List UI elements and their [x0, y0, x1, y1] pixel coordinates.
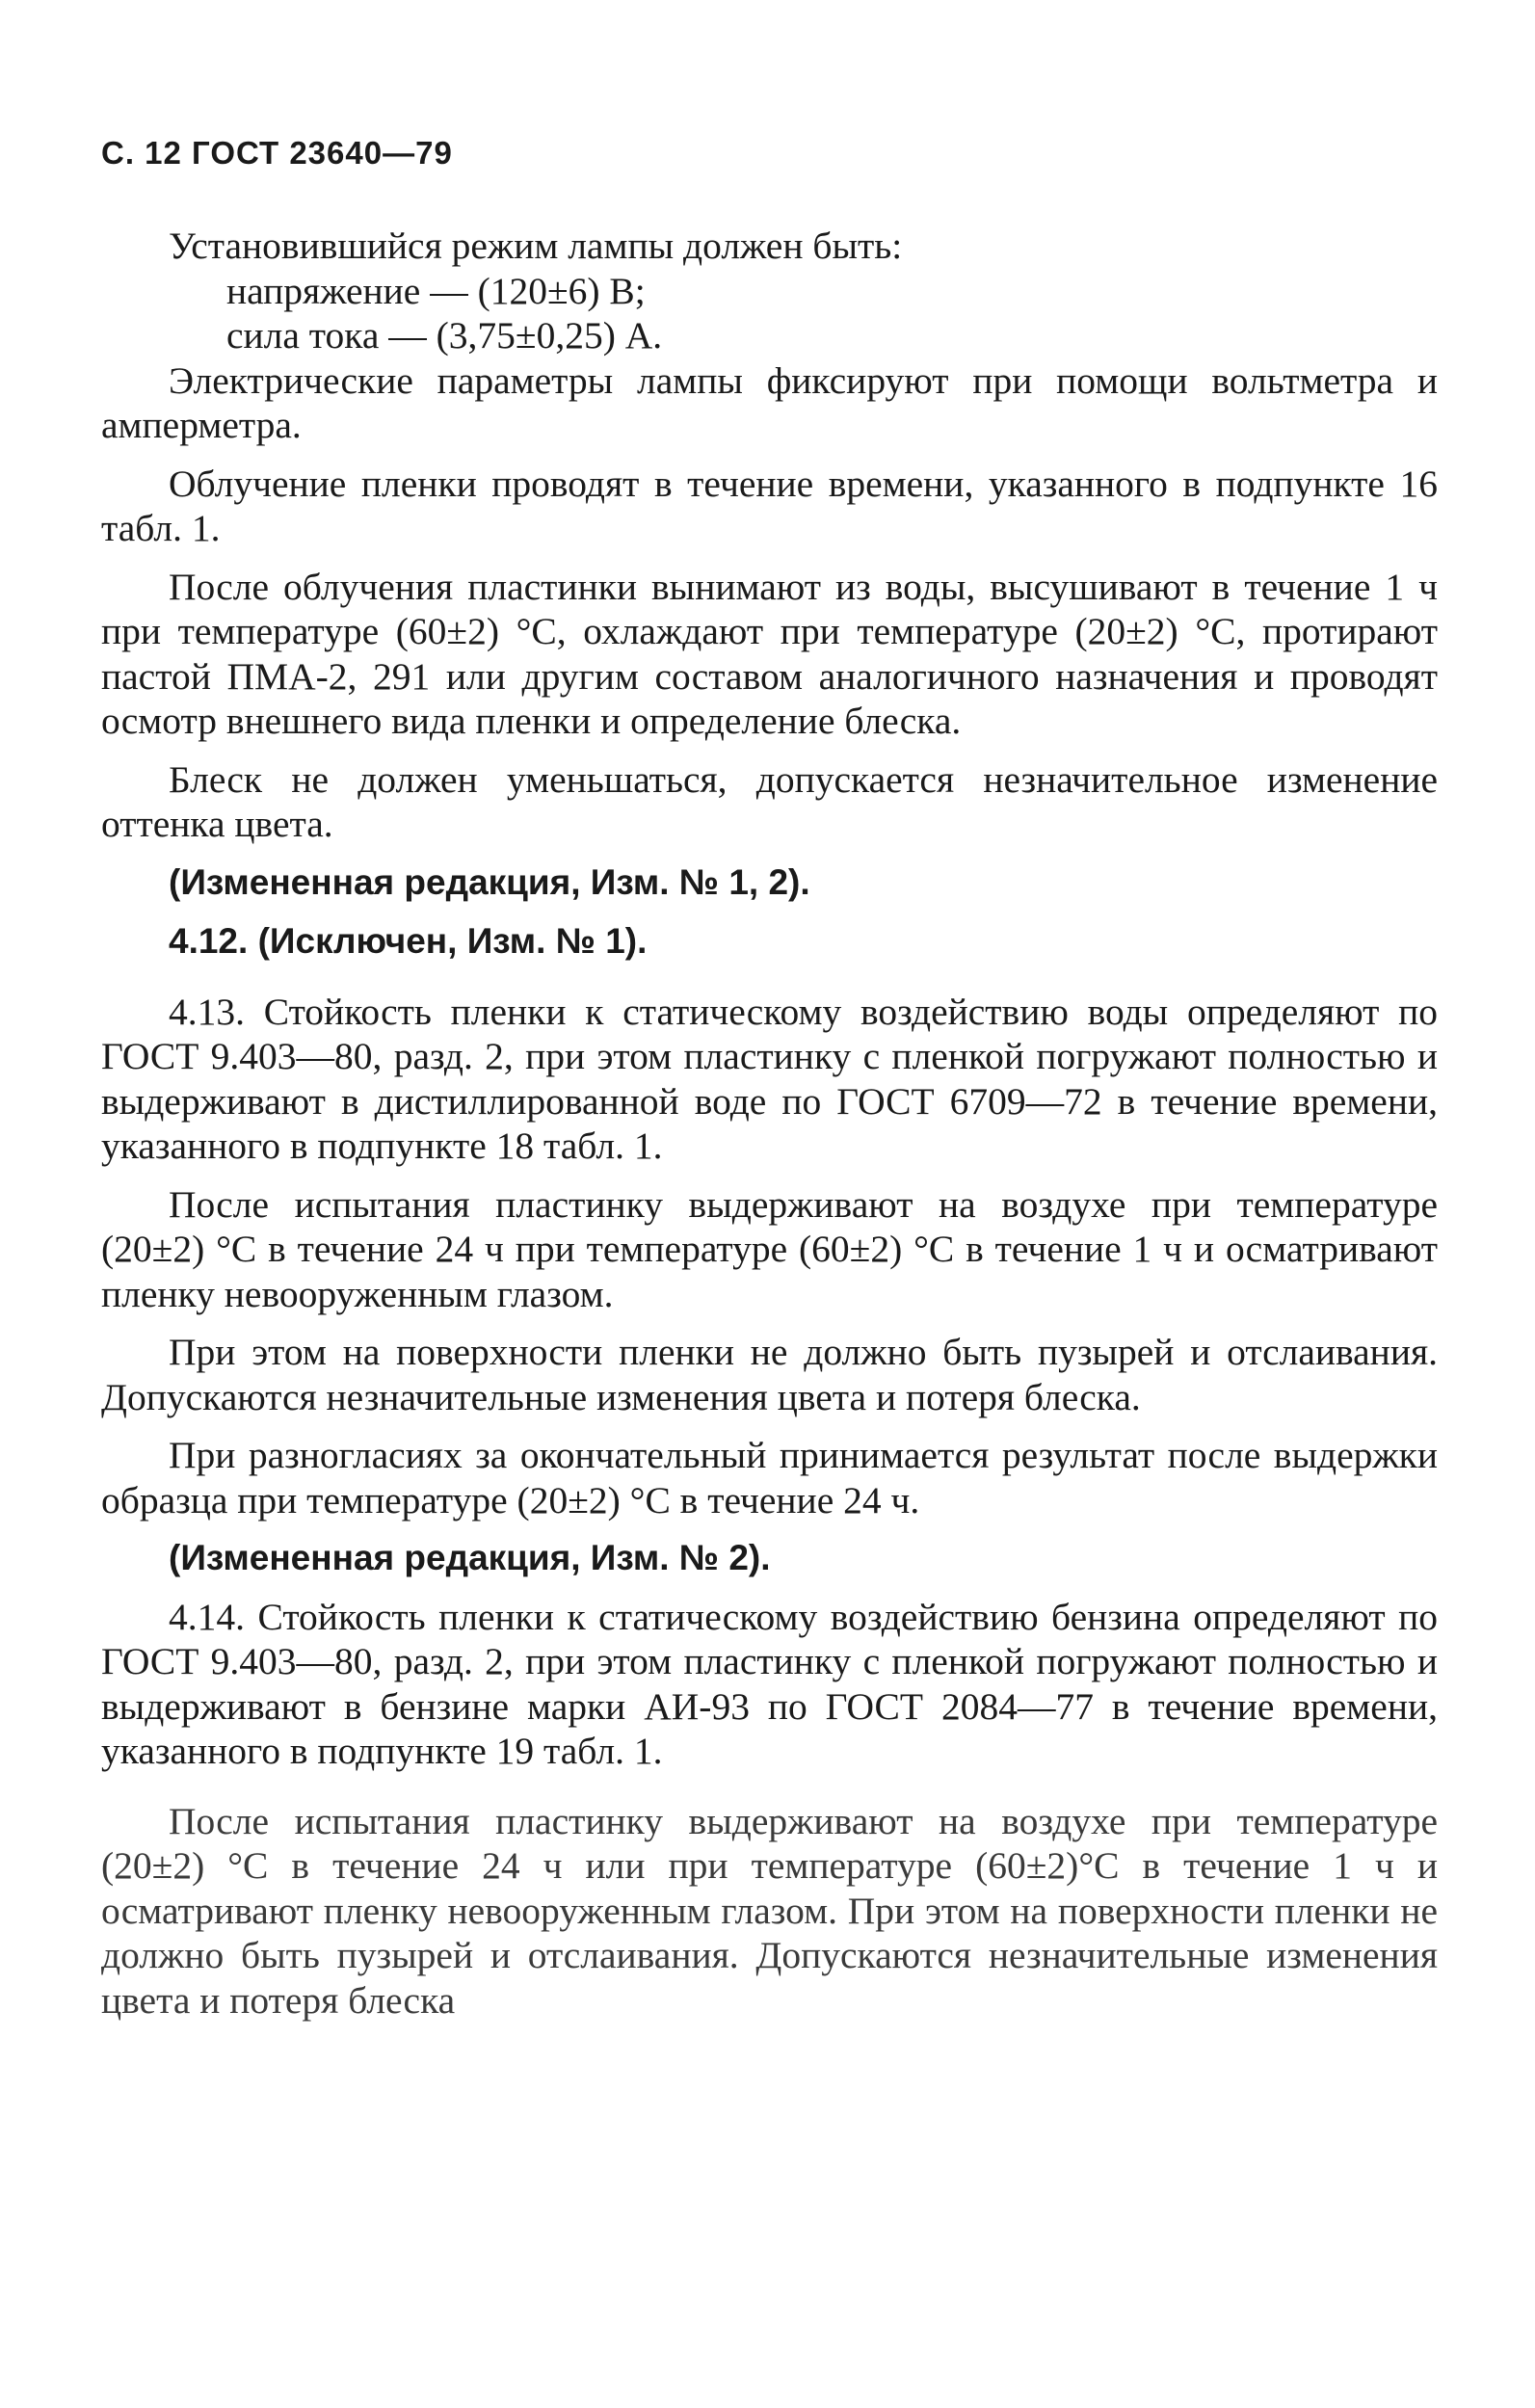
- paragraph-after-test-water: После испытания пластинку выдерживают на воздухе при температуре (20±2) °С в течение 24 ч при температуре (60±2) °С в течение 1 ч и осматривают пленку невооруженным глазом.: [101, 1182, 1438, 1315]
- paragraph-lamp-mode: Установившийся режим лампы должен быть:: [169, 225, 903, 267]
- paragraph-4-12: [101, 918, 1438, 965]
- paragraph-4-13: 4.13. Стойкость пленки к статическому воздействию воды определяют по ГОСТ 9.403—80, разд. 2, при этом пластинку с пленкой погружают полностью и выдерживают в дистиллированной воде по ГОСТ 6709—72 в течение времени, указанного в подпункте 18 табл. 1.: [101, 990, 1438, 1167]
- paragraph-amendment-2: (Измененная редакция, Изм. № 2).: [169, 1538, 771, 1577]
- paragraph-disagreement: При разногласиях за окончательный принимается результат после выдержки образца при температуре (20±2) °С в течение 24 ч.: [101, 1434, 1438, 1522]
- paragraph-after-test-petrol: После испытания пластинку выдерживают на воздухе при температуре (20±2) °С в течение 24 ч или при температуре (60±2)°С в течение 1 ч и осматривают пленку невооруженным глазом. При этом на поверхности пленки не должно быть пузырей и отслаивания. Допускаются незначительные изменения цвета и потеря блеска: [101, 1799, 1438, 2022]
- section-4-12-text: 4.12. (Исключен, Изм. № 1).: [169, 921, 648, 961]
- paragraph-gloss: Блеск не должен уменьшаться, допускается незначительное изменение оттенка цвета.: [101, 757, 1438, 845]
- paragraph-electrical-params: Электрические параметры лампы фиксируют при помощи вольтметра и амперметра.: [101, 358, 1438, 446]
- paragraph-irradiation: Облучение пленки проводят в течение времени, указанного в подпункте 16 табл. 1.: [101, 462, 1438, 549]
- document-body: [101, 224, 1438, 2023]
- paragraph-current: сила тока — (3,75±0,25) А.: [226, 314, 663, 357]
- paragraph-after-irradiation: После облучения пластинки вынимают из воды, высушивают в течение 1 ч при температуре (60±2) °С, охлаждают при температуре (20±2) °С, протирают пастой ПМА-2, 291 или другим составом аналогичного назначения и проводят осмотр внешнего вида пленки и определение блеска.: [101, 565, 1438, 742]
- page-header: С. 12 ГОСТ 23640—79: [101, 135, 453, 171]
- paragraph-no-bubbles: При этом на поверхности пленки не должно быть пузырей и отслаивания. Допускаются незначительные изменения цвета и потеря блеска.: [101, 1331, 1438, 1418]
- paragraph-4-14: 4.14. Стойкость пленки к статическому воздействию бензина определяют по ГОСТ 9.403—80, разд. 2, при этом пластинку с пленкой погружают полностью и выдерживают в бензине марки АИ-93 по ГОСТ 2084—77 в течение времени, указанного в подпункте 19 табл. 1.: [101, 1595, 1438, 1772]
- paragraph-voltage: напряжение — (120±6) В;: [226, 269, 646, 312]
- paragraph-amendment-1-2: (Измененная редакция, Изм. № 1, 2).: [169, 861, 810, 902]
